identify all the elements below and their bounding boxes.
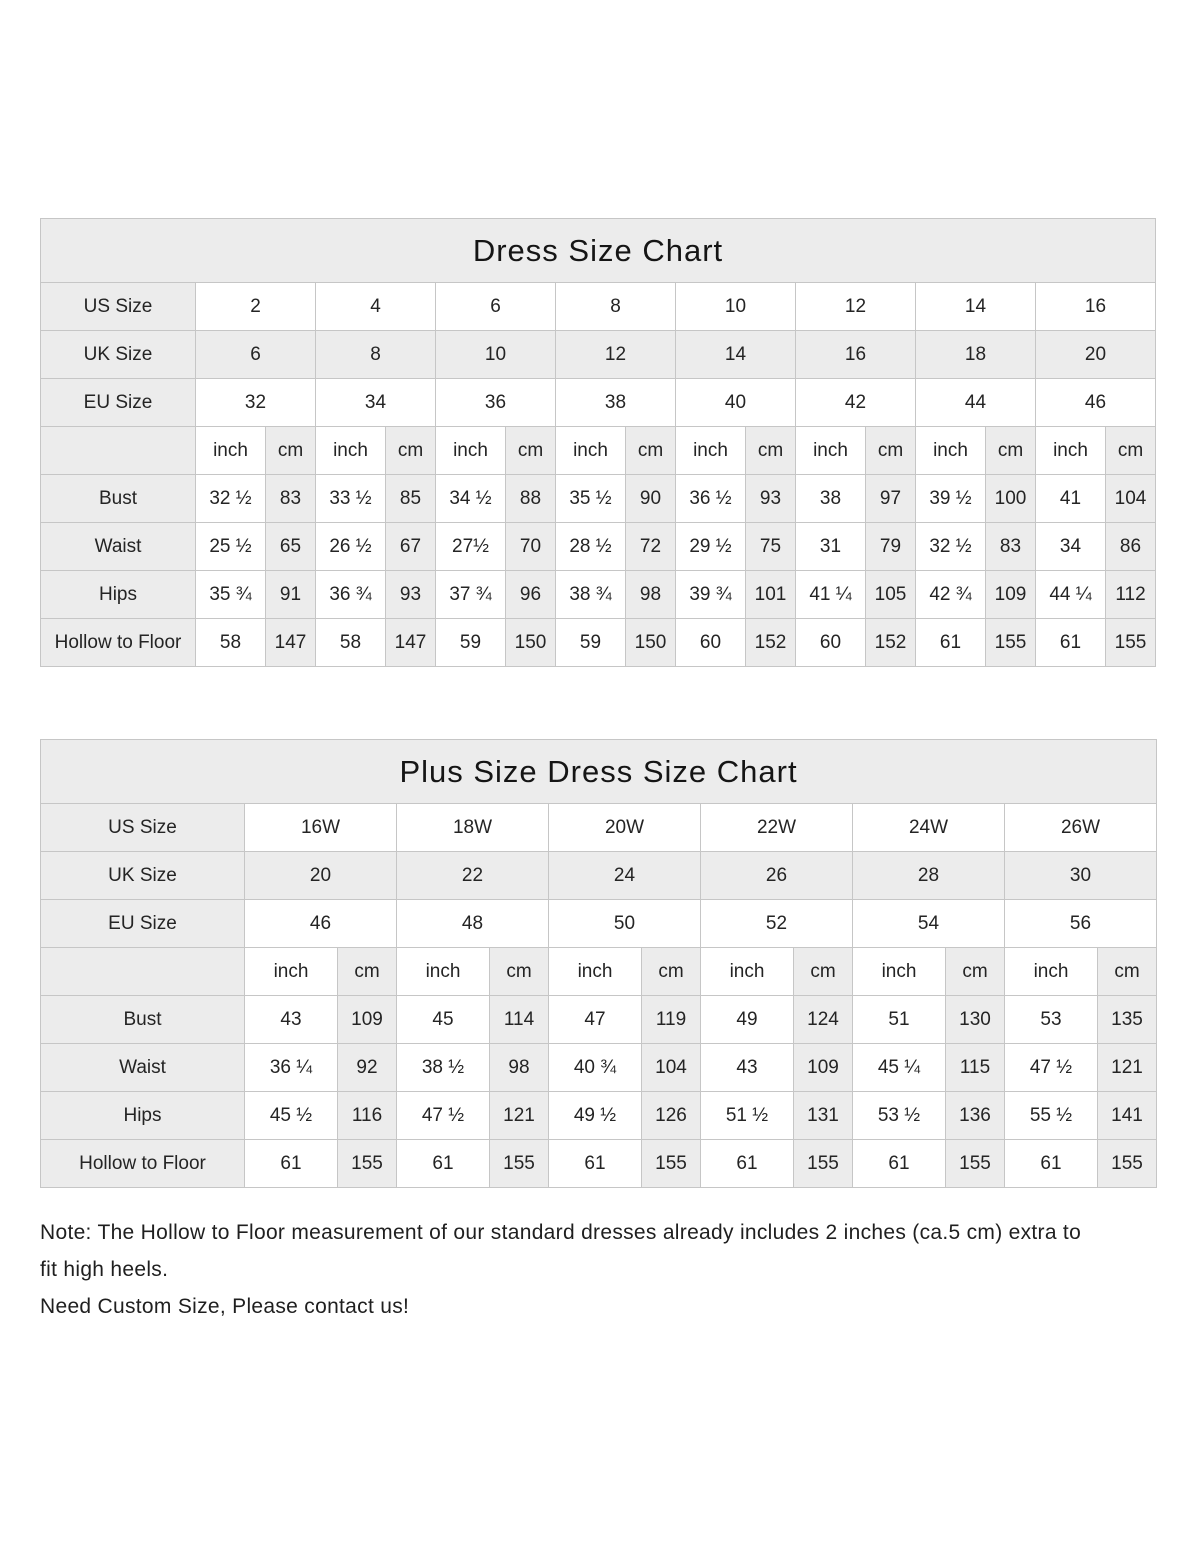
inch-value-cell: 47 ½ — [1005, 1044, 1098, 1092]
unit-header-inch: inch — [676, 427, 746, 475]
inch-value-cell: 29 ½ — [676, 523, 746, 571]
measurement-row — [41, 1044, 1157, 1092]
row-label: EU Size — [41, 900, 245, 948]
inch-value-cell: 60 — [676, 619, 746, 667]
size-value-cell: 20 — [245, 852, 397, 900]
size-value-cell: 46 — [245, 900, 397, 948]
size-value-cell: 44 — [916, 379, 1036, 427]
size-value-cell: 54 — [853, 900, 1005, 948]
unit-header-cm: cm — [266, 427, 316, 475]
standard-dress-size-chart-table — [40, 218, 1156, 667]
row-label: Hollow to Floor — [41, 619, 196, 667]
inch-value-cell: 35 ¾ — [196, 571, 266, 619]
unit-header-inch: inch — [853, 948, 946, 996]
cm-value-cell: 155 — [1106, 619, 1156, 667]
plus-size-dress-size-chart-table — [40, 739, 1157, 1188]
inch-value-cell: 61 — [701, 1140, 794, 1188]
inch-value-cell: 61 — [1005, 1140, 1098, 1188]
cm-value-cell: 109 — [338, 996, 397, 1044]
size-value-cell: 24W — [853, 804, 1005, 852]
row-label: Hips — [41, 571, 196, 619]
unit-header-cm: cm — [642, 948, 701, 996]
cm-value-cell: 93 — [386, 571, 436, 619]
cm-value-cell: 152 — [866, 619, 916, 667]
unit-header-inch: inch — [796, 427, 866, 475]
cm-value-cell: 136 — [946, 1092, 1005, 1140]
table-title: Plus Size Dress Size Chart — [41, 740, 1157, 804]
size-chart-notes — [40, 1214, 1160, 1325]
inch-value-cell: 45 ½ — [245, 1092, 338, 1140]
size-row — [41, 331, 1156, 379]
inch-value-cell: 61 — [853, 1140, 946, 1188]
unit-header-cm: cm — [506, 427, 556, 475]
row-label: US Size — [41, 283, 196, 331]
size-value-cell: 18 — [916, 331, 1036, 379]
cm-value-cell: 100 — [986, 475, 1036, 523]
size-value-cell: 28 — [853, 852, 1005, 900]
size-value-cell: 20W — [549, 804, 701, 852]
row-label: EU Size — [41, 379, 196, 427]
unit-header-cm: cm — [746, 427, 796, 475]
unit-header-cm: cm — [626, 427, 676, 475]
unit-header-row — [41, 427, 1156, 475]
inch-value-cell: 47 — [549, 996, 642, 1044]
cm-value-cell: 75 — [746, 523, 796, 571]
inch-value-cell: 58 — [316, 619, 386, 667]
cm-value-cell: 150 — [626, 619, 676, 667]
measurement-row — [41, 523, 1156, 571]
inch-value-cell: 49 — [701, 996, 794, 1044]
inch-value-cell: 33 ½ — [316, 475, 386, 523]
unit-header-inch: inch — [316, 427, 386, 475]
size-value-cell: 42 — [796, 379, 916, 427]
inch-value-cell: 51 ½ — [701, 1092, 794, 1140]
cm-value-cell: 114 — [490, 996, 549, 1044]
inch-value-cell: 25 ½ — [196, 523, 266, 571]
inch-value-cell: 28 ½ — [556, 523, 626, 571]
cm-value-cell: 155 — [946, 1140, 1005, 1188]
row-label: Bust — [41, 996, 245, 1044]
inch-value-cell: 59 — [436, 619, 506, 667]
inch-value-cell: 39 ½ — [916, 475, 986, 523]
size-row — [41, 283, 1156, 331]
inch-value-cell: 39 ¾ — [676, 571, 746, 619]
size-value-cell: 48 — [397, 900, 549, 948]
unit-header-row — [41, 948, 1157, 996]
size-value-cell: 14 — [676, 331, 796, 379]
measurement-row — [41, 475, 1156, 523]
size-value-cell: 18W — [397, 804, 549, 852]
inch-value-cell: 35 ½ — [556, 475, 626, 523]
inch-value-cell: 31 — [796, 523, 866, 571]
inch-value-cell: 34 — [1036, 523, 1106, 571]
measurement-row — [41, 1092, 1157, 1140]
cm-value-cell: 83 — [266, 475, 316, 523]
inch-value-cell: 45 — [397, 996, 490, 1044]
cm-value-cell: 109 — [986, 571, 1036, 619]
size-value-cell: 10 — [676, 283, 796, 331]
unit-header-inch: inch — [701, 948, 794, 996]
cm-value-cell: 124 — [794, 996, 853, 1044]
cm-value-cell: 86 — [1106, 523, 1156, 571]
cm-value-cell: 155 — [490, 1140, 549, 1188]
size-value-cell: 16 — [1036, 283, 1156, 331]
cm-value-cell: 112 — [1106, 571, 1156, 619]
size-value-cell: 20 — [1036, 331, 1156, 379]
unit-header-cm: cm — [338, 948, 397, 996]
size-row — [41, 900, 1157, 948]
measurement-row — [41, 1140, 1157, 1188]
inch-value-cell: 61 — [916, 619, 986, 667]
size-value-cell: 16 — [796, 331, 916, 379]
inch-value-cell: 53 ½ — [853, 1092, 946, 1140]
cm-value-cell: 96 — [506, 571, 556, 619]
inch-value-cell: 43 — [701, 1044, 794, 1092]
cm-value-cell: 88 — [506, 475, 556, 523]
inch-value-cell: 45 ¼ — [853, 1044, 946, 1092]
cm-value-cell: 109 — [794, 1044, 853, 1092]
size-value-cell: 50 — [549, 900, 701, 948]
inch-value-cell: 27½ — [436, 523, 506, 571]
cm-value-cell: 98 — [490, 1044, 549, 1092]
inch-value-cell: 61 — [245, 1140, 338, 1188]
cm-value-cell: 91 — [266, 571, 316, 619]
measurement-row — [41, 619, 1156, 667]
note-text-hollow-to-floor: Note: The Hollow to Floor measurement of our standard dresses already includes 2 inches (ca.5 cm) extra to — [40, 1221, 1082, 1244]
cm-value-cell: 121 — [1098, 1044, 1157, 1092]
cm-value-cell: 147 — [266, 619, 316, 667]
row-label: UK Size — [41, 331, 196, 379]
cm-value-cell: 105 — [866, 571, 916, 619]
size-value-cell: 36 — [436, 379, 556, 427]
unit-header-cm: cm — [794, 948, 853, 996]
inch-value-cell: 41 ¼ — [796, 571, 866, 619]
measurement-row — [41, 571, 1156, 619]
cm-value-cell: 98 — [626, 571, 676, 619]
size-value-cell: 46 — [1036, 379, 1156, 427]
cm-value-cell: 85 — [386, 475, 436, 523]
cm-value-cell: 116 — [338, 1092, 397, 1140]
row-label: Hollow to Floor — [41, 1140, 245, 1188]
inch-value-cell: 55 ½ — [1005, 1092, 1098, 1140]
size-value-cell: 14 — [916, 283, 1036, 331]
unit-header-inch: inch — [1005, 948, 1098, 996]
unit-header-cm: cm — [1098, 948, 1157, 996]
unit-header-cm: cm — [386, 427, 436, 475]
size-value-cell: 6 — [436, 283, 556, 331]
inch-value-cell: 36 ¾ — [316, 571, 386, 619]
unit-header-cm: cm — [866, 427, 916, 475]
size-value-cell: 8 — [316, 331, 436, 379]
size-row — [41, 379, 1156, 427]
row-label: UK Size — [41, 852, 245, 900]
unit-header-inch: inch — [436, 427, 506, 475]
cm-value-cell: 155 — [1098, 1140, 1157, 1188]
cm-value-cell: 141 — [1098, 1092, 1157, 1140]
cm-value-cell: 135 — [1098, 996, 1157, 1044]
size-value-cell: 10 — [436, 331, 556, 379]
inch-value-cell: 36 ½ — [676, 475, 746, 523]
inch-value-cell: 38 ½ — [397, 1044, 490, 1092]
cm-value-cell: 67 — [386, 523, 436, 571]
inch-value-cell: 41 — [1036, 475, 1106, 523]
size-value-cell: 4 — [316, 283, 436, 331]
inch-value-cell: 36 ¼ — [245, 1044, 338, 1092]
inch-value-cell: 34 ½ — [436, 475, 506, 523]
size-value-cell: 32 — [196, 379, 316, 427]
size-value-cell: 24 — [549, 852, 701, 900]
unit-header-inch: inch — [245, 948, 338, 996]
inch-value-cell: 53 — [1005, 996, 1098, 1044]
inch-value-cell: 59 — [556, 619, 626, 667]
cm-value-cell: 155 — [986, 619, 1036, 667]
inch-value-cell: 43 — [245, 996, 338, 1044]
cm-value-cell: 97 — [866, 475, 916, 523]
cm-value-cell: 72 — [626, 523, 676, 571]
inch-value-cell: 61 — [1036, 619, 1106, 667]
unit-header-inch: inch — [1036, 427, 1106, 475]
cm-value-cell: 104 — [642, 1044, 701, 1092]
inch-value-cell: 32 ½ — [196, 475, 266, 523]
size-row — [41, 804, 1157, 852]
cm-value-cell: 101 — [746, 571, 796, 619]
inch-value-cell: 44 ¼ — [1036, 571, 1106, 619]
cm-value-cell: 90 — [626, 475, 676, 523]
row-label: Bust — [41, 475, 196, 523]
cm-value-cell: 155 — [794, 1140, 853, 1188]
cm-value-cell: 92 — [338, 1044, 397, 1092]
inch-value-cell: 38 ¾ — [556, 571, 626, 619]
cm-value-cell: 150 — [506, 619, 556, 667]
cm-value-cell: 155 — [338, 1140, 397, 1188]
size-value-cell: 56 — [1005, 900, 1157, 948]
inch-value-cell: 60 — [796, 619, 866, 667]
unit-header-cm: cm — [1106, 427, 1156, 475]
inch-value-cell: 26 ½ — [316, 523, 386, 571]
inch-value-cell: 47 ½ — [397, 1092, 490, 1140]
row-label: Hips — [41, 1092, 245, 1140]
table-title: Dress Size Chart — [41, 219, 1156, 283]
size-value-cell: 26 — [701, 852, 853, 900]
inch-value-cell: 49 ½ — [549, 1092, 642, 1140]
unit-header-cm: cm — [490, 948, 549, 996]
cm-value-cell: 104 — [1106, 475, 1156, 523]
size-value-cell: 22W — [701, 804, 853, 852]
unit-header-inch: inch — [196, 427, 266, 475]
size-value-cell: 22 — [397, 852, 549, 900]
size-value-cell: 30 — [1005, 852, 1157, 900]
unit-header-inch: inch — [549, 948, 642, 996]
size-value-cell: 12 — [556, 331, 676, 379]
cm-value-cell: 115 — [946, 1044, 1005, 1092]
size-value-cell: 12 — [796, 283, 916, 331]
measurement-row — [41, 996, 1157, 1044]
inch-value-cell: 58 — [196, 619, 266, 667]
note-text-custom-size: Need Custom Size, Please contact us! — [40, 1295, 410, 1318]
unit-header-inch: inch — [916, 427, 986, 475]
size-value-cell: 6 — [196, 331, 316, 379]
unit-header-cm: cm — [986, 427, 1036, 475]
size-value-cell: 52 — [701, 900, 853, 948]
cm-value-cell: 152 — [746, 619, 796, 667]
inch-value-cell: 37 ¾ — [436, 571, 506, 619]
size-row — [41, 852, 1157, 900]
size-value-cell: 40 — [676, 379, 796, 427]
cm-value-cell: 126 — [642, 1092, 701, 1140]
row-label: US Size — [41, 804, 245, 852]
inch-value-cell: 40 ¾ — [549, 1044, 642, 1092]
cm-value-cell: 119 — [642, 996, 701, 1044]
cm-value-cell: 83 — [986, 523, 1036, 571]
unit-header-inch: inch — [556, 427, 626, 475]
inch-value-cell: 42 ¾ — [916, 571, 986, 619]
size-value-cell: 16W — [245, 804, 397, 852]
cm-value-cell: 155 — [642, 1140, 701, 1188]
inch-value-cell: 61 — [397, 1140, 490, 1188]
size-value-cell: 8 — [556, 283, 676, 331]
cm-value-cell: 131 — [794, 1092, 853, 1140]
size-value-cell: 34 — [316, 379, 436, 427]
inch-value-cell: 32 ½ — [916, 523, 986, 571]
cm-value-cell: 121 — [490, 1092, 549, 1140]
cm-value-cell: 130 — [946, 996, 1005, 1044]
unit-header-inch: inch — [397, 948, 490, 996]
row-label — [41, 427, 196, 475]
note-text-high-heels: fit high heels. — [40, 1258, 169, 1281]
cm-value-cell: 147 — [386, 619, 436, 667]
inch-value-cell: 51 — [853, 996, 946, 1044]
row-label: Waist — [41, 1044, 245, 1092]
inch-value-cell: 61 — [549, 1140, 642, 1188]
size-value-cell: 2 — [196, 283, 316, 331]
cm-value-cell: 93 — [746, 475, 796, 523]
size-value-cell: 38 — [556, 379, 676, 427]
row-label — [41, 948, 245, 996]
size-value-cell: 26W — [1005, 804, 1157, 852]
row-label: Waist — [41, 523, 196, 571]
cm-value-cell: 79 — [866, 523, 916, 571]
unit-header-cm: cm — [946, 948, 1005, 996]
cm-value-cell: 65 — [266, 523, 316, 571]
cm-value-cell: 70 — [506, 523, 556, 571]
inch-value-cell: 38 — [796, 475, 866, 523]
